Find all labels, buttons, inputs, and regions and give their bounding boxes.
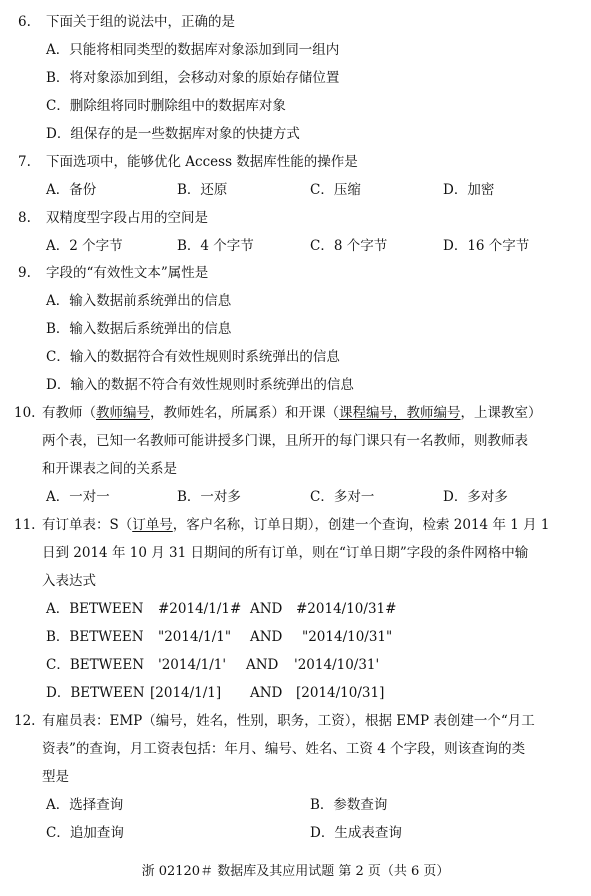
q11-option-a-from: #2014/1/1# — [158, 601, 242, 617]
q10-key-course: 课程编号，教师编号 — [339, 405, 461, 421]
q10-stem-line2: 两个表，已知一名教师可能讲授多门课，且所开的每门课只有一名教师，则教师表 — [42, 433, 528, 449]
q11-number: 11. — [14, 517, 36, 533]
q8-stem: 双精度型字段占用的空间是 — [46, 210, 208, 226]
q8-option-c: C．8 个字节 — [310, 238, 388, 254]
q10-number: 10. — [14, 405, 36, 421]
q11-stem-line2: 日到 2014 年 10 月 31 日期间的所有订单，则在“订单日期”字段的条件网格中输 — [42, 545, 529, 561]
q11-stem-line3: 入表达式 — [42, 573, 96, 589]
q10-text: ，教师姓名，所属系）和开课（ — [150, 405, 339, 421]
q11-text: ，客户名称，订单日期），创建一个查询，检索 2014 年 1 月 1 — [172, 517, 550, 533]
q12-option-b: B．参数查询 — [310, 797, 388, 813]
q8-option-b: B．4 个字节 — [177, 238, 254, 254]
q11-option-d-label: D．BETWEEN — [46, 685, 145, 701]
q11-option-b-from: "2014/1/1" — [158, 629, 232, 645]
q6-option-d: D．组保存的是一些数据库对象的快捷方式 — [46, 126, 300, 142]
q11-option-a-label: A．BETWEEN — [46, 601, 144, 617]
q12-stem-line1: 有雇员表：EMP（编号，姓名，性别，职务，工资），根据 EMP 表创建一个“月工 — [42, 713, 535, 729]
q10-text: 有教师（ — [42, 405, 96, 421]
q8-option-d: D．16 个字节 — [443, 238, 530, 254]
q10-text: ，上课教室） — [460, 405, 542, 421]
q7-option-b: B．还原 — [177, 182, 228, 198]
q10-key-teacher: 教师编号 — [96, 405, 150, 421]
q11-option-c-from: '2014/1/1' — [158, 657, 227, 673]
q6-option-b: B．将对象添加到组，会移动对象的原始存储位置 — [46, 70, 340, 86]
q11-option-c-and: AND — [246, 657, 279, 673]
q12-option-d: D．生成表查询 — [310, 825, 402, 841]
q7-option-c: C．压缩 — [310, 182, 361, 198]
q11-option-c-to: '2014/10/31' — [294, 657, 380, 673]
q9-option-d: D．输入的数据不符合有效性规则时系统弹出的信息 — [46, 377, 354, 393]
q11-option-b-to: "2014/10/31" — [302, 629, 393, 645]
q6-option-a: A．只能将相同类型的数据库对象添加到同一组内 — [46, 42, 340, 58]
q12-stem-line3: 型是 — [42, 769, 69, 785]
q9-option-c: C．输入的数据符合有效性规则时系统弹出的信息 — [46, 349, 340, 365]
q6-stem: 下面关于组的说法中，正确的是 — [46, 14, 235, 30]
q7-stem: 下面选项中，能够优化 Access 数据库性能的操作是 — [46, 154, 358, 170]
q9-option-b: B．输入数据后系统弹出的信息 — [46, 321, 232, 337]
q9-stem: 字段的“有效性文本”属性是 — [46, 265, 209, 281]
q11-key-order: 订单号 — [132, 517, 173, 533]
q11-text: 有订单表：S（ — [42, 517, 133, 533]
q10-option-c: C．多对一 — [310, 489, 375, 505]
q10-option-b: B．一对多 — [177, 489, 241, 505]
q10-option-a: A．一对一 — [46, 489, 110, 505]
q10-option-d: D．多对多 — [443, 489, 508, 505]
q6-number: 6. — [18, 14, 31, 30]
q8-number: 8. — [18, 210, 31, 226]
q11-option-a-and: AND — [250, 601, 283, 617]
q11-stem-line1 — [42, 516, 550, 534]
q10-stem-line3: 和开课表之间的关系是 — [42, 461, 177, 477]
q8-option-a: A．2 个字节 — [46, 238, 123, 254]
q11-option-c-label: C．BETWEEN — [46, 657, 145, 673]
q7-option-a: A．备份 — [46, 182, 97, 198]
q11-option-d-from: [2014/1/1] — [150, 685, 222, 701]
q7-number: 7. — [18, 154, 31, 170]
q12-option-c: C．追加查询 — [46, 825, 124, 841]
q11-option-d-and: AND — [250, 685, 283, 701]
q10-stem-line1 — [42, 404, 542, 422]
q11-option-b-label: B．BETWEEN — [46, 629, 144, 645]
q9-number: 9. — [18, 265, 31, 281]
q11-option-b-and: AND — [250, 629, 283, 645]
q12-number: 12. — [14, 713, 36, 729]
q11-option-d-to: [2014/10/31] — [296, 685, 385, 701]
q9-option-a: A．输入数据前系统弹出的信息 — [46, 293, 232, 309]
page-footer: 浙 02120＃ 数据库及其应用试题 第 2 页（共 6 页） — [141, 864, 450, 879]
q6-option-c: C．删除组将同时删除组中的数据库对象 — [46, 98, 286, 114]
q11-option-a-to: #2014/10/31# — [296, 601, 397, 617]
q12-stem-line2: 资表”的查询，月工资表包括：年月、编号、姓名、工资 4 个字段，则该查询的类 — [42, 741, 526, 757]
q7-option-d: D．加密 — [443, 182, 495, 198]
q12-option-a: A．选择查询 — [46, 797, 124, 813]
